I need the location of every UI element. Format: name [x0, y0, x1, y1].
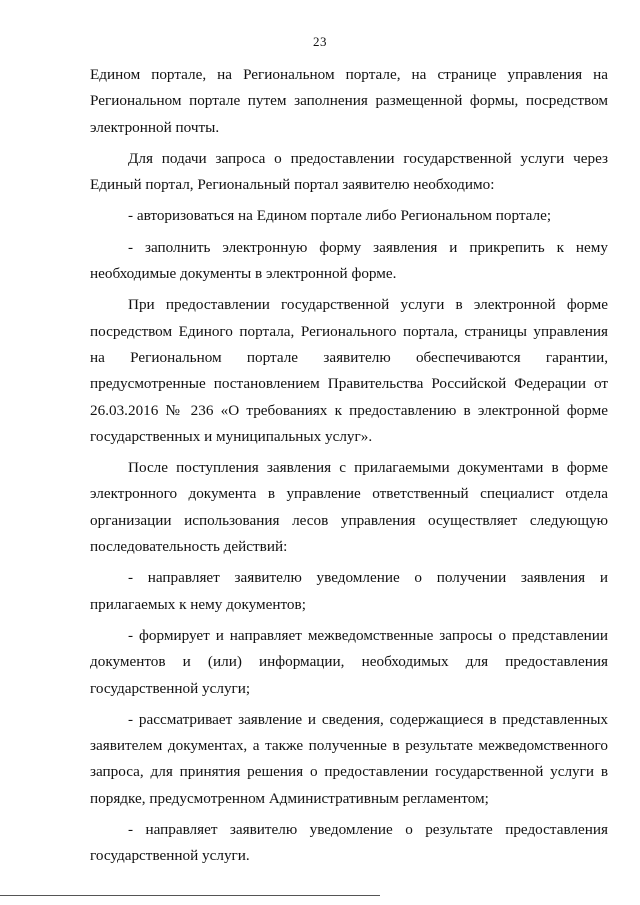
list-item-send-notification: - направляет заявителю уведомление о получении заявления и прилагаемых к нему документов;	[90, 569, 608, 613]
bottom-divider	[0, 895, 380, 896]
list-item-interagency-requests: - формирует и направляет межведомственные запросы о представлении документов и (или) информации, необходимых для предоставления государственной услуги;	[90, 626, 608, 697]
paragraph-continuation: Едином портале, на Региональном портале, на странице управления на Региональном портале путем заполнения размещенной формы, посредством электронной почты.	[90, 66, 608, 136]
paragraph-request-submission: Для подачи запроса о предоставлении государственной услуги через Единый портал, Региональный портал заявителю необходимо:	[90, 149, 608, 194]
paragraph-guarantees: При предоставлении государственной услуги в электронной форме посредством Единого портала, Регионального портала, страницы управления на Региональном портале заявителю обеспечиваются гарантии, предусмотренные постановлением Правительства Российской Федерации от 26.03.2016 № 236 «О требованиях к предоставлению в электронной форме государственных и муниципальных услуг».	[90, 296, 608, 445]
list-item-review-application: - рассматривает заявление и сведения, содержащиеся в представленных заявителем документах, а также полученные в результате межведомственного запроса, для принятия решения о предоставлении государственной услуги в порядке, предусмотренном Административным регламентом;	[90, 710, 608, 807]
list-item-result-notification: - направляет заявителю уведомление о результате предоставления государственной услуги.	[90, 821, 608, 865]
paragraph-after-receipt: После поступления заявления с прилагаемыми документами в форме электронного документа в управление ответственный специалист отдела организации использования лесов управления осуществляет следующую последовательность действий:	[90, 459, 608, 556]
list-item-authorize: - авторизоваться на Едином портале либо Региональном портале;	[128, 207, 552, 225]
document-body	[90, 62, 608, 875]
page-number: 23	[313, 34, 327, 49]
list-item-fill-form: - заполнить электронную форму заявления и прикрепить к нему необходимые документы в электронной форме.	[90, 238, 608, 283]
